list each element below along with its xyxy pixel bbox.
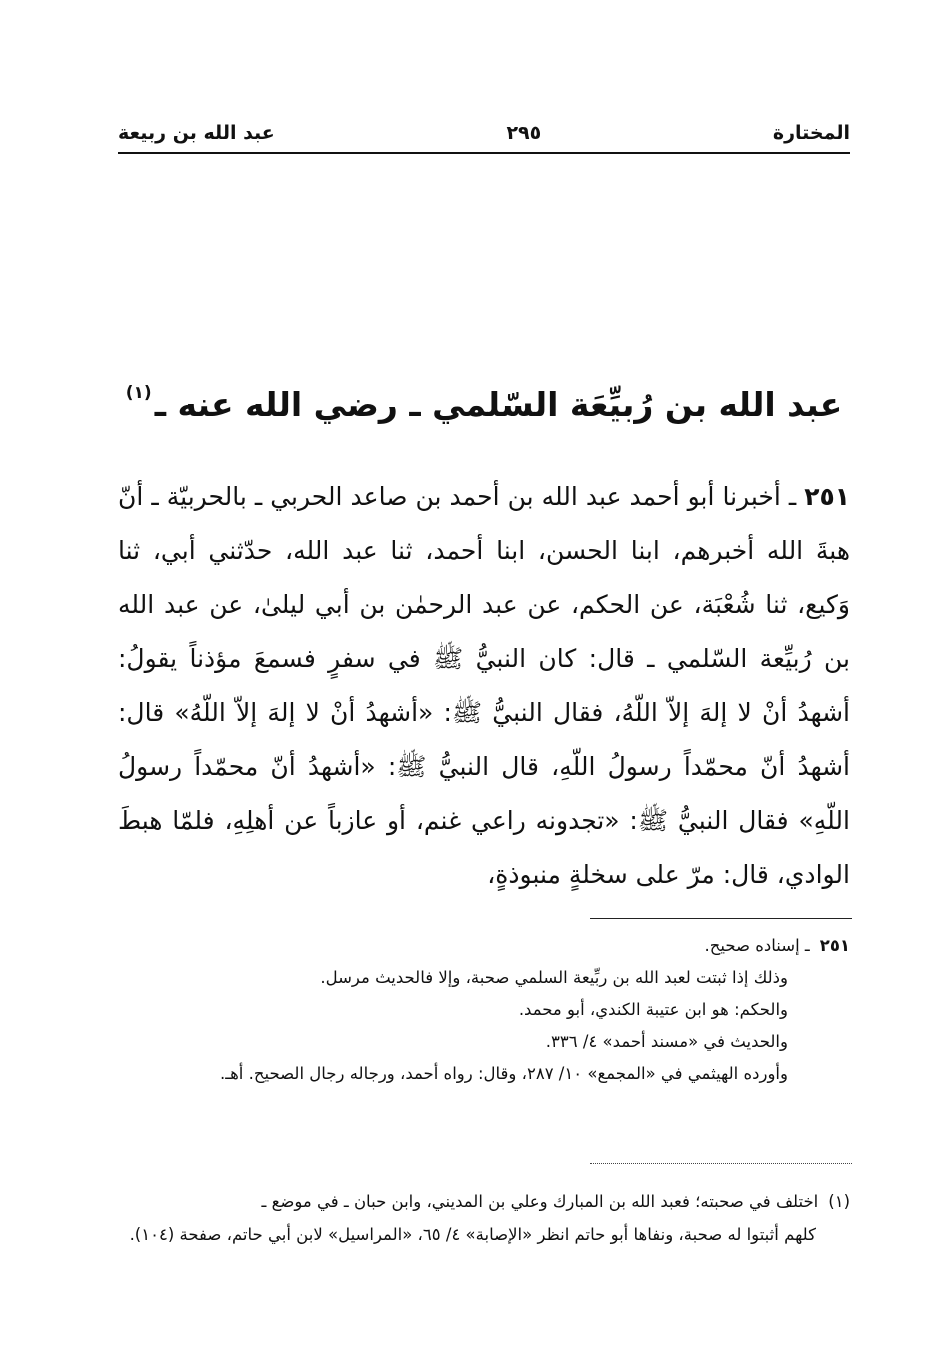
commentary-line	[118, 930, 850, 962]
footnote	[118, 1185, 850, 1251]
hadith-number: ٢٥١	[804, 482, 850, 511]
hadith-text: ـ أخبرنا أبو أحمد عبد الله بن أحمد بن صاعد الحربي ـ بالحربيّة ـ أنّ هبةَ الله أخبرهم، ابنا الحسن، ابنا أحمد، ثنا عبد الله، حدّثني أبي، ثنا وَكيع، ثنا شُعْبَة، عن الحكم، عن عبد الرحمٰن بن أبي ليلىٰ، عن عبد الله بن رُبيِّعة السّلمي ـ قال: كان النبيُّ ﷺ في سفرٍ فسمعَ مؤذناً يقولُ: أشهدُ أنْ لا إلهَ إلاّ اللّهُ، فقال النبيُّ ﷺ: «أشهدُ أنْ لا إلهَ إلاّ اللّهُ» قال: أشهدُ أنّ محمّداً رسولُ اللّهِ، قال النبيُّ ﷺ: «أشهدُ أنّ محمّداً رسولُ اللّهِ» فقال النبيُّ ﷺ: «تجدونه راعي غنم، أو عازباً عن أهلِهِ، فلمّا هبطَ الوادي، قال: مرّ على سخلةٍ منبوذةٍ،	[118, 482, 850, 889]
section-footnote-ref: (١)	[125, 383, 152, 403]
hadith-paragraph	[118, 470, 850, 902]
commentary-line: والحكم: هو ابن عتيبة الكندي، أبو محمد.	[518, 1000, 788, 1019]
header-rule	[118, 152, 850, 154]
section-title-text: عبد الله بن رُبيِّعَة السّلمي ـ رضي الله عنه ـ	[154, 385, 843, 424]
commentary-number: ٢٥١	[819, 936, 850, 955]
footnote-text-1: اختلف في صحبته؛ فعبد الله بن المبارك وعلي بن المديني، وابن حبان ـ في موضع ـ	[261, 1192, 819, 1211]
section-title	[118, 382, 850, 427]
footnote-continuation: كلهم أثبتوا له صحبة، ونفاها أبو حاتم انظر «الإصابة» ٤/ ٦٥، «المراسيل» لابن أبي حاتم، صفحة (١٠٤).	[129, 1225, 816, 1244]
commentary-line: والحديث في «مسند أحمد» ٤/ ٣٣٦.	[545, 1032, 788, 1051]
page-number: ٢٩٥	[506, 122, 542, 144]
commentary-line: وذلك إذا ثبتت لعبد الله بن ربِّيعة السلمي صحبة، وإلا فالحديث مرسل.	[320, 968, 788, 987]
footnote-line	[118, 1185, 850, 1218]
running-header	[118, 116, 850, 150]
book-title: المختارة	[772, 122, 850, 144]
commentary-line: وأورده الهيثمي في «المجمع» ١٠/ ٢٨٧، وقال: رواه أحمد، ورجاله رجال الصحيح. أهـ.	[219, 1064, 788, 1083]
notes-separator	[590, 918, 852, 919]
footnote-separator	[590, 1163, 852, 1164]
chapter-name: عبد الله بن ربيعة	[118, 122, 275, 144]
commentary-notes	[118, 930, 850, 1090]
hadith-body	[118, 470, 850, 902]
footnote-marker: (١)	[828, 1192, 850, 1211]
commentary-text: ـ إسناده صحيح.	[704, 936, 810, 955]
